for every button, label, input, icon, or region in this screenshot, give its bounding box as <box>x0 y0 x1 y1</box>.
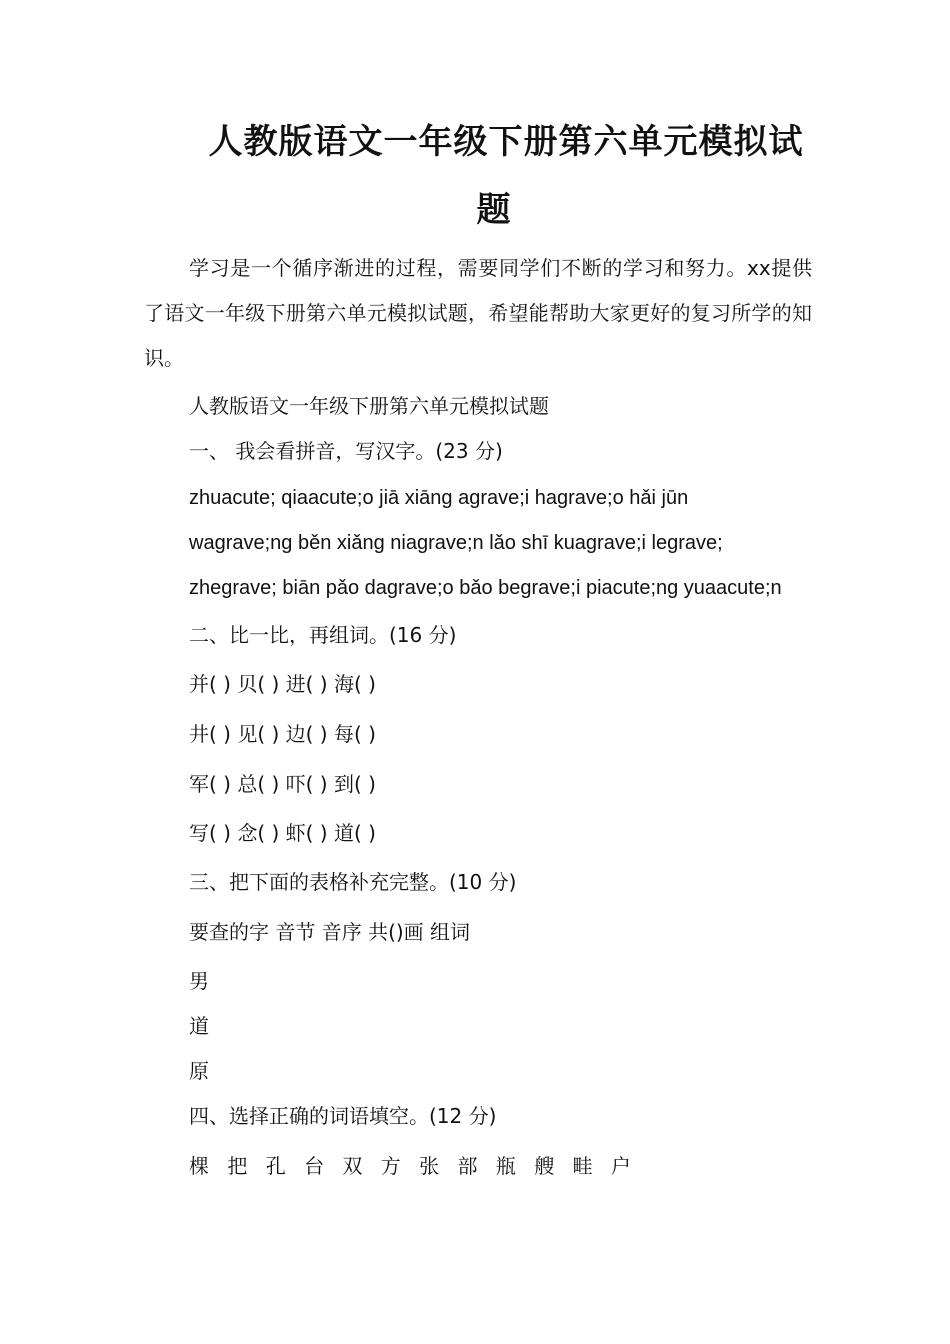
compare-row-2: 井( ) 见( ) 边( ) 每( ) <box>189 722 376 746</box>
pinyin-line-2: wagrave;ng běn xiǎng niagrave;n lǎo shī kuagrave;i legrave; <box>189 532 723 554</box>
intro-paragraph: 学习是一个循序渐进的过程，需要同学们不断的学习和努力。xx提供了语文一年级下册第六单元模拟试题，希望能帮助大家更好的复习所学的知识。 <box>144 256 812 370</box>
measure-word-list: 棵 把 孔 台 双 方 张 部 瓶 艘 畦 户 <box>189 1154 637 1178</box>
pinyin-line-3: zhegrave; biān pǎo dagrave;o bǎo begrave;i piacute;ng yuaacute;n <box>189 577 782 599</box>
table-char-2: 道 <box>189 1014 209 1038</box>
compare-row-3: 军( ) 总( ) 吓( ) 到( ) <box>189 772 376 796</box>
table-char-1: 男 <box>189 969 209 993</box>
compare-row-1: 并( ) 贝( ) 进( ) 海( ) <box>189 672 376 696</box>
section1-heading: 一、 我会看拼音，写汉字。(23 分) <box>189 439 503 463</box>
section4-heading: 四、选择正确的词语填空。(12 分) <box>189 1104 497 1128</box>
pinyin-line-1: zhuacute; qiaacute;o jiā xiāng agrave;i hagrave;o hǎi jūn <box>189 487 689 509</box>
table-header-row: 要查的字 音节 音序 共()画 组词 <box>189 920 471 944</box>
document-title-line1: 人教版语文一年级下册第六单元模拟试 <box>208 122 804 162</box>
section3-heading: 三、把下面的表格补充完整。(10 分) <box>189 870 517 894</box>
compare-row-4: 写( ) 念( ) 虾( ) 道( ) <box>189 821 376 845</box>
section2-heading: 二、比一比，再组词。(16 分) <box>189 623 457 647</box>
subtitle: 人教版语文一年级下册第六单元模拟试题 <box>189 394 549 418</box>
table-char-3: 原 <box>189 1059 209 1083</box>
document-title-line2: 题 <box>476 190 512 230</box>
